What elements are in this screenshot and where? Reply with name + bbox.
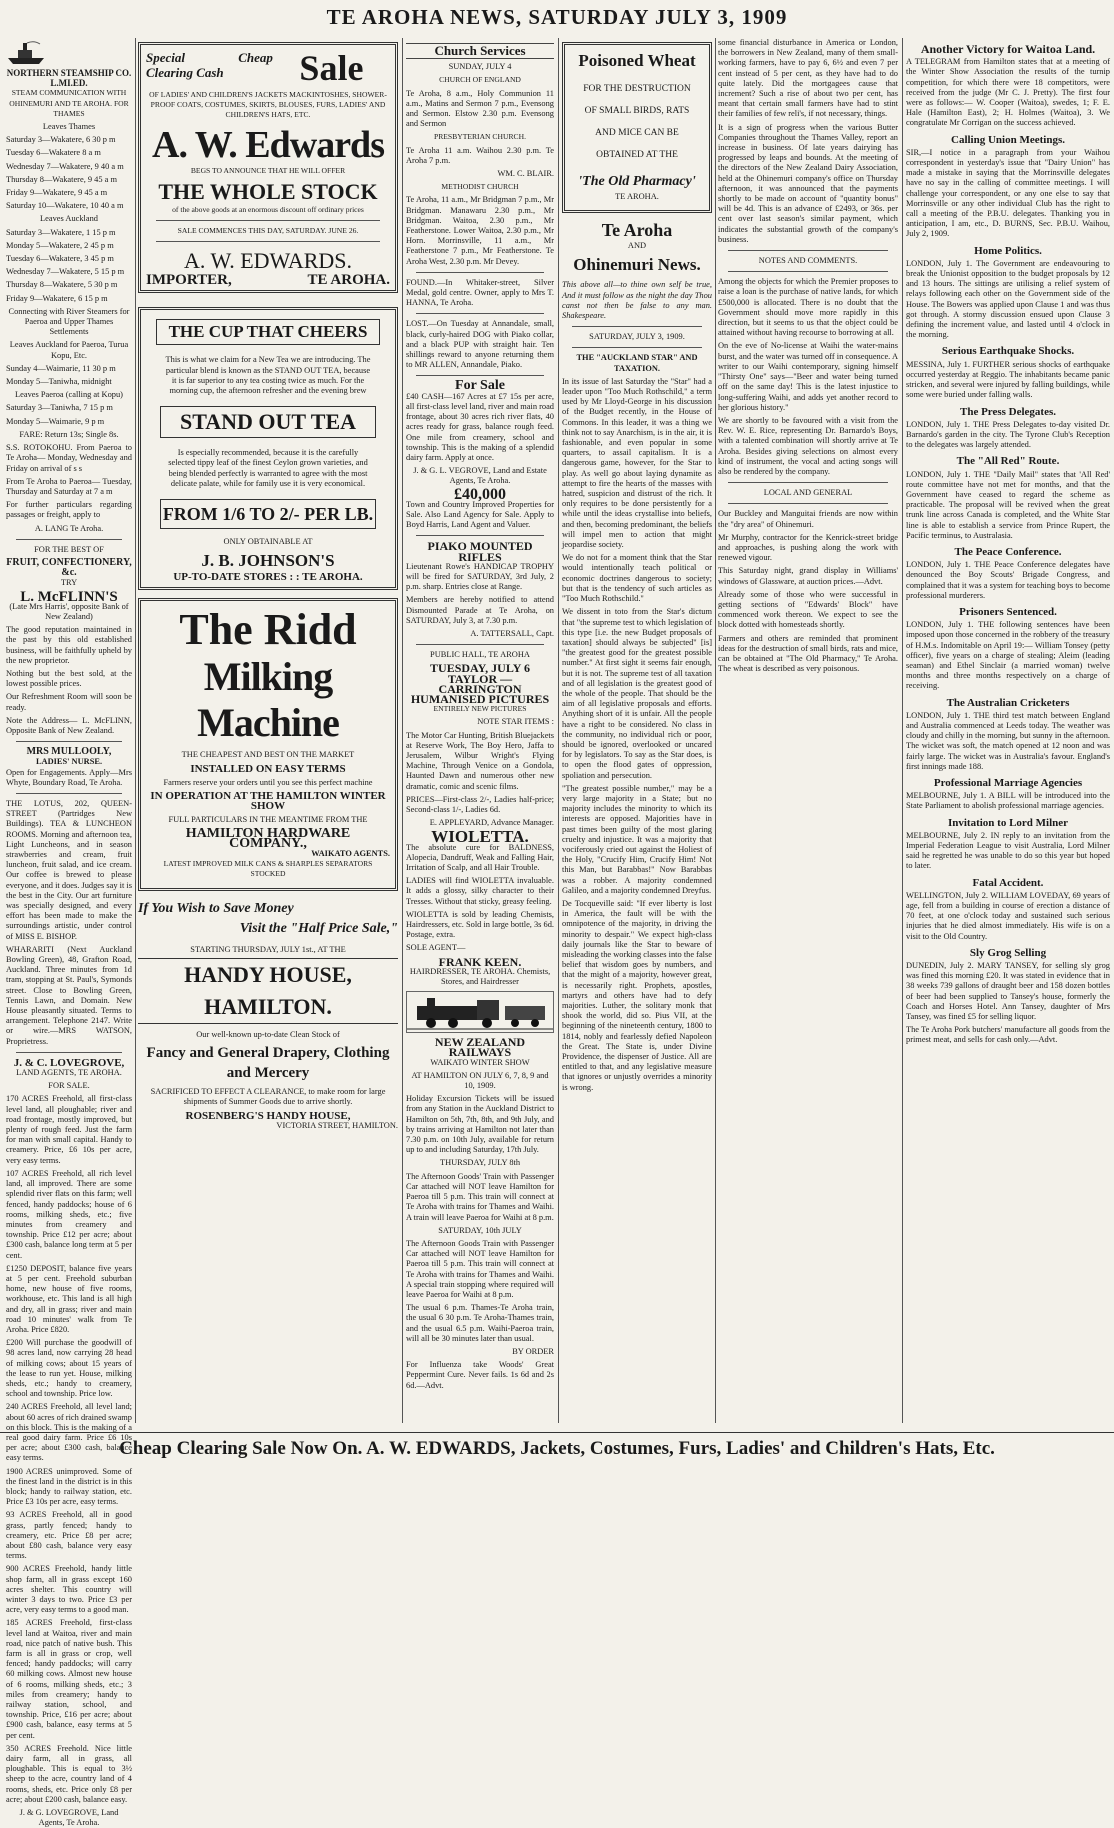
mcflinn-p4: Note the Address— L. McFLINN, Opposite Bank of New Zealand. xyxy=(6,715,132,735)
waikato-agents: WAIKATO AGENTS. xyxy=(311,849,390,859)
connect-note: Connecting with River Steamers for Paeroa and Upper Thames Settlements xyxy=(8,306,130,337)
timetable-row: Monday 5—Wakatere, 2 45 p m xyxy=(6,240,114,250)
leader-body xyxy=(562,377,712,1093)
standout-text: Is especially recommended, because it is the carefully selected tippy leaf of the finest Ceylon grown varieties, and being blended perfectly is warranted to agree with the most delicate palate, while for family use it is very economical. xyxy=(168,448,368,488)
prisoners-text: LONDON, July 1. THE following sentences have been imposed upon those concerned in the robbery of the treasury of H.M.s. Indomitable on April 19:— William Tonsey (petty officer), five years on a charge of stealing; Aleim (leading seaman) and Ethel Sinclair (a married woman) twelve months and three months respectively on a charge of receiving. xyxy=(906,620,1110,691)
hall-films: The Motor Car Hunting, British Bluejackets at Reserve Work, The Boy Hero, Jaffa to Jerusalem, Wilbur Wright's Flying Machine, Through Venice on a Gondola, Haunted Dawn and numerous other new dramatic, comic and scenic films. xyxy=(406,730,554,791)
notes-body xyxy=(718,277,898,477)
cricket-title: The Australian Cricketers xyxy=(946,696,1070,709)
ridd-title: The Ridd xyxy=(179,605,357,655)
grog-text: DUNEDIN, July 2. MARY TANSEY, for selling sly grog was fined this morning £20. It was stated in evidence that in 38 weeks 739 gallons of draught beer and 158 dozen bottles of beer had been supplied to Tansey's house, formerly the Coach and Horses Hotel. Ann Tansey, daughter of Mrs Tansey, was fined £5 for selling liquor. xyxy=(906,961,1110,1022)
save-money: If You Wish to Save Money xyxy=(138,900,294,916)
column-2 xyxy=(138,38,398,1423)
wioletta-p1: The absolute cure for BALDNESS, Alopecia, Dandruff, Weak and Falling Hair, Irritation of Scalp, and all Hair Trouble. xyxy=(406,842,554,873)
timetable-row: Tuesday 6—Wakatere, 3 45 p m xyxy=(6,254,114,264)
for-sale-title: For Sale xyxy=(455,378,505,394)
fatal-text: WELLINGTON, July 2. WILLIAM LOVEDAY, 69 years of age, fell from a building in course of erection a distance of 70 feet, at one o'clock today and sustained such serious injuries that he died almost immediately. His wife is on a visit to the Old Country. xyxy=(906,890,1110,941)
mcflinn-p3: Our Refreshment Room will soon be ready. xyxy=(6,692,132,712)
land-lot: 1900 ACRES unimproved. Some of the finest land in the district is in this block; handy to railway station, etc. Price £3 10s per acre, easy terms. xyxy=(6,1466,132,1507)
sale-word: Sale xyxy=(299,48,364,88)
thursday: THURSDAY, JULY 8th xyxy=(439,1158,521,1168)
local-paragraph: Farmers and others are reminded that prominent ideas for the destruction of small birds, rats and mice, can be obtained at "The Old Pharmacy," Te Aroha. The wheat is described as very poisonous. xyxy=(718,633,898,674)
mullooly-text: Open for Engagements. Apply—Mrs Whyte, Boundary Road, Te Aroha. xyxy=(6,767,132,787)
presbyterian-sign: WM. C. BLAIR. xyxy=(497,169,554,179)
steamship-subtitle: STEAM COMMUNICATION WITH OHINEMURI AND TE AROHA. FOR THAMES xyxy=(9,88,129,118)
steamship-title: NORTHERN STEAMSHIP CO. L.MI.ED. xyxy=(6,68,132,89)
rosenberg-ad xyxy=(138,899,398,1131)
wioletta-title: WIOLETTA. xyxy=(431,827,529,847)
lost-notice: LOST.—On Tuesday at Annandale, small, black, curly-haired DOG with Piako collar, and a black PUP with straight hair. Ten shillings reward to anyone returning them to MR ALLEN, Annandale, Piako. xyxy=(406,319,554,370)
column-rule xyxy=(558,38,559,1423)
column-5 xyxy=(718,38,898,1423)
milner-text: MELBOURNE, July 2. IN reply to an invitation from the Imperial Federation League to visit Australia, Lord Milner said he regretted he was unable to do so this year but hoped to later. xyxy=(906,830,1110,871)
leaves-paeroa: Leaves Paeroa (calling at Kopu) xyxy=(15,390,123,400)
hall-sign: E. APPLEYARD, Advance Manager. xyxy=(429,818,554,828)
mcflinn-p1: The good reputation maintained in the past by this old established business, will be faithfully upheld by the new proprietor. xyxy=(6,625,132,665)
paper-title-2: Ohinemuri News. xyxy=(573,255,701,275)
cup-title: THE CUP THAT CHEERS xyxy=(156,319,380,345)
church-england: CHURCH OF ENGLAND xyxy=(439,75,521,85)
allred-text: LONDON, July 1. THE "Daily Mail" states that 'All Red' route committee have not met for months, and that the Government have ceased to regard the scheme as practicable. The proposal will be revived when the great trunk line across Canada is completed, and the White Star line is able to establish a service from Prince Rupert, the Pacific terminus, to Australasia. xyxy=(906,469,1110,540)
church-title: Church Services xyxy=(406,43,554,59)
timetable-row: Wednesday 7—Wakatere, 9 40 a m xyxy=(6,161,124,171)
timetable-row: Friday 9—Wakatere, 6 15 p m xyxy=(6,293,108,303)
lotus-ad: THE LOTUS, 202, QUEEN-STREET (Partridges New Buildings). TEA & LUNCHEON ROOMS. Morning and afternoon tea, Light Luncheons, and in season strawberries and cream, fruit luncheon, fruit salad, and ice cream. Our coffee is brewed to please everyone, and it does. Judges say it is the best in the City. Our art furniture was specially designed, and every effort has been made to make the surroundings artistic, under control of MISS E. BISHOP. xyxy=(6,798,132,941)
rifles-text-2: Members are hereby notified to attend Dismounted Parade at Te Aroha, on SATURDAY, July 3, at 7.30 p.m. xyxy=(406,595,554,625)
agent: A. LANG Te Aroha. xyxy=(34,523,104,533)
cricket-text: LONDON, July 1. THE third test match between England and Australia commenced at Leeds today. The weather was cloudy and chilly in the morning, but sunny in the afternoon. The wicket was soft, the match opened at 12 noon and was fairly large. The wicket was in Australia's favour. England's first innings made 188. xyxy=(906,710,1110,771)
tea-ad xyxy=(138,307,398,590)
railways: NEW ZEALAND RAILWAYS xyxy=(434,1035,526,1060)
land-lot: 93 ACRES Freehold, all in good grass, partly fenced; handy to creamery, etc. Price £8 per acre; about £80 cash, balance very easy terms. xyxy=(6,1510,132,1561)
frank-keen: FRANK KEEN. xyxy=(438,954,522,969)
ridd-p2: INSTALLED ON EASY TERMS xyxy=(190,762,346,775)
local-body xyxy=(718,509,898,674)
handy-house: HANDY HOUSE, HAMILTON. xyxy=(138,958,398,1024)
hall-date: TUESDAY, JULY 6 xyxy=(430,661,530,676)
rifles-title: PIAKO MOUNTED RIFLES xyxy=(427,539,533,564)
prisoners-title: Prisoners Sentenced. xyxy=(959,605,1057,618)
timetable-row: Friday 9—Wakatere, 9 45 a m xyxy=(6,188,108,198)
pharmacy-sub: TE AROHA. xyxy=(615,192,659,201)
marriage-title: Professional Marriage Agencies xyxy=(933,777,1083,789)
sole-agent: SOLE AGENT— xyxy=(406,943,466,953)
lovegrove-sub: LAND AGENTS, TE AROHA. xyxy=(16,1068,122,1078)
peace-text: LONDON, July 1. THE Peace Conference delegates have denounced the Boy Scouts' Brigade Congress, and complained that it was a system for teaching boys to become professional murderers. xyxy=(906,560,1110,600)
masthead: TE AROHA NEWS, SATURDAY JULY 3, 1909 xyxy=(326,5,788,29)
finance-text: some financial disturbance in America or London, the borrowers in New Zealand, many of them small-working farmers, have to pay 6, 6½ and even 7 per cent instead of 5 per cent, as they have had to do quite lately. Did the mortgagees cause that increment? Such a rise of about two per cent, has meant that certain small farmers have had to stint their families of few reli's, if not necessary, things. xyxy=(718,38,898,119)
whole-stock: THE WHOLE STOCK xyxy=(158,178,378,204)
reduction: of the above goods at an enormous discount off ordinary prices xyxy=(172,204,364,214)
forty-thousand: £40,000 xyxy=(454,485,506,503)
paeroa2-timetable xyxy=(6,403,132,426)
fancy-drapery: Fancy and General Drapery, Clothing and Mercery xyxy=(146,1045,390,1082)
timetable-row: Monday 5—Taniwha, midnight xyxy=(6,377,112,387)
local-title: LOCAL AND GENERAL xyxy=(763,488,853,498)
ridd-p1: THE CHEAPEST AND BEST ON THE MARKET xyxy=(181,750,355,760)
starting: STARTING THURSDAY, JULY 1st., AT THE xyxy=(190,944,346,954)
rotokohu-return: From Te Aroha to Paeroa— Tuesday, Thursday and Saturday at 7 a m xyxy=(6,476,132,496)
vegrove: J. & G. L. VEGROVE, Land and Estate Agents, Te Aroha. xyxy=(413,466,547,486)
rotokohu: S.S. ROTOKOHU. From Paeroa to Te Aroha— Monday, Wednesday and Friday on arrival of s s xyxy=(6,443,132,473)
poison-text: FOR THE DESTRUCTION OF SMALL BIRDS, RATS AND MICE CAN BE OBTAINED AT THE xyxy=(583,84,691,160)
paper-and: AND xyxy=(627,241,647,251)
lovegrove-title: J. & C. LOVEGROVE, xyxy=(13,1056,125,1069)
keen-sub: HAIRDRESSER, TE AROHA. Chemists, Stores, and Hairdresser xyxy=(409,966,551,987)
taylor-carrington: TAYLOR — CARRINGTON xyxy=(438,671,522,696)
saturday-text: The Afternoon Goods Train with Passenger Car attached will NOT leave Hamilton for Paeroa till 5 p.m. This train will connect at Te Aroha with trains for Thames and Waihi. A special train stopping where required will leave Paeroa for Waihi at 8 p.m. xyxy=(406,1238,554,1299)
leader-paragraph: De Tocqueville said: "If ever liberty is lost in America, the fault will be with the omnipotence of the majority, in driving the minority to despair." We expect high-class daily journals like the Star to beware of misleading the working classes into the false belief that wisdom goes by numbers, and that the might of a majority, however great, is necessarily right. Prophets, apostles, martyrs and others have had to defy majorities. Luther, the solitary monk that shook the world, did so. Pius VII, at the beginning of the nineteenth century, 1800 to 1814, nobly and fearlessly defied Napoleon the Great. The State is, under Divine Providence, the dispenser of Justice. All are entitled to that, and any legislative measure that ignores or unjustly overrides a minority is wrong. xyxy=(562,898,712,1092)
edwards-sale-ad xyxy=(138,42,398,293)
presbyterian-times: Te Aroha 11 a.m. Waihou 2.30 p.m. Te Aroha 7 p.m. xyxy=(406,145,554,165)
by-order: BY ORDER xyxy=(512,1346,554,1356)
humanised: HUMANISED PICTURES xyxy=(410,691,550,706)
timetable-row: Tuesday 6—Wakatere 8 a m xyxy=(6,148,101,158)
johnson: J. B. JOHNSON'S xyxy=(201,551,335,571)
lovegrove-sign: J. & G. LOVEGROVE, Land Agents, Te Aroha. xyxy=(19,1808,119,1828)
column-rule xyxy=(135,38,136,1423)
home-title: Home Politics. xyxy=(974,244,1042,257)
home-text: LONDON, July 1. The Government are endeavouring to break the Unionist opposition to the budget proposals by 12 and 13 hours. The sittings are utilising a relief system of relays following each other on the Government side of the House. The Bowers was applied upon Clause 1 and was thus got through. A stormy discussion ensued upon Clause 3 defining the increment value, and lasted until 4 o'clock in the morning. xyxy=(906,258,1110,340)
hardware: HAMILTON HARDWARE COMPANY., xyxy=(185,825,351,851)
edwards-name: A. W. Edwards xyxy=(152,123,384,166)
saturday-text-2: The usual 6 p.m. Thames-Te Aroha train, the usual 6 30 p.m. Te Aroha-Thames train, and the usual 6.5 p.m. Waihi-Paeroa train, will all be 30 minutes later than usual. xyxy=(406,1303,554,1343)
issue-date: SATURDAY, JULY 3, 1909. xyxy=(589,332,685,342)
victoria-street: VICTORIA STREET, HAMILTON. xyxy=(276,1120,398,1130)
note-paragraph: We are shortly to be favoured with a visit from the Rev. W. E. Rice, representing Dr. Barnardo's Boys, with a talented combination will shortly arrive at Te Aroha. Besides giving selections on almost every kind of instrument, the vocal and acting songs will also be rendered by the company. xyxy=(718,415,898,476)
mcflinn-title: L. McFLINN'S xyxy=(20,588,118,605)
timetable-row: Monday 5—Waimarie, 9 p m xyxy=(6,416,105,426)
victory-text: A TELEGRAM from Hamilton states that at a meeting of the Winter Show Association the results of the turnip competition, for which there were 18 competitors, were received from the judge (Mr C. J. Pretty). The first four were as follows:— W. Cooper (Waitoa), swedes, 1; F. E. Hale (Hamilton East), 2; H. Holmes (Waitoa), 3. We congratulate Mr Corrigan on the success achieved. xyxy=(906,57,1110,128)
standout-title: STAND OUT TEA xyxy=(160,406,376,438)
local-paragraph: This Saturday night, grand display in Williams' windows of Glassware, at auction prices.—Advt. xyxy=(718,566,898,586)
ridd-ad xyxy=(138,598,398,890)
dairy-text: It is a sign of progress when the various Butter Companies throughout the Thames Valley, report an increase in business. Of late years dairying has progressed by leaps and bounds. At the meeting of the directors of the New Zealand Dairy Association, held at the Ohinemuri company's office on Thursday afternoon, it was announced that the payments shortly to be made on account of "quantity bonus" will be 4d. This is an advance of £2493, or 36s. per cent over last season's similar payment, which indicates the substantial growth of the company's business. xyxy=(718,122,898,244)
winter-show: WAIKATO WINTER SHOW xyxy=(430,1057,530,1067)
found-notice: FOUND.—In Whitaker-street, Silver Medal, gold centre. Owner, apply to Mrs T. HANNA, Te Aroha. xyxy=(406,277,554,308)
earthquake-text: MESSINA, July 1. FURTHER serious shocks of earthquake occurred yesterday at Reggio. The inhabitants became panic stricken, and several were injured by falling buildings, while some were buried under falling walls. xyxy=(906,359,1110,400)
union-text: SIR,—I notice in a paragraph from your Waihou correspondent in yesterday's issue that "Dairy Union" has made a mistake in saying that the Morrinsville delegates have no say in the calling of committee meetings. I will challenge your correspondent, or any one else to say that Morrinsville or any other individual Club has the right to call a meeting of the P.B.U. delegates. Thanking you in anticipation, I am, etc., D. BURNS, Sec. P.B.U. Waihou, July 2, 1909. xyxy=(906,147,1110,239)
commences: SALE COMMENCES THIS DAY, SATURDAY. JUNE 26. xyxy=(177,226,359,236)
timetable-row: Saturday 3—Wakatere, 6 30 p m xyxy=(6,135,116,145)
special-cheap: Special Cheap Clearing Cash xyxy=(146,50,273,80)
butchers-text: The Te Aroha Pork butchers' manufacture all goods from the primest meat, and sells for cash only.—Advt. xyxy=(906,1025,1110,1045)
hall-prices: PRICES—First-class 2/-, Ladies half-price; Second-class 1/-, Ladies 6d. xyxy=(406,794,554,814)
forty-text: Town and Country Improved Properties for Sale. Also Land Agency for Sale. Apply to Boyd Harris, Land Agent and Valuer. xyxy=(406,499,554,530)
column-rule xyxy=(902,38,903,1423)
fruit-intro: FOR THE BEST OF xyxy=(34,544,104,554)
leader-title: THE "AUCKLAND STAR" AND TAXATION. xyxy=(576,353,698,373)
land-lot: 240 ACRES Freehold, all level land; about 60 acres of rich drained swamp on this block. This is the making of a real good dairy farm. Price £6 10s per acre; about £300 cash, balance easy terms. xyxy=(6,1402,132,1463)
stock: Our well-known up-to-date Clean Stock of xyxy=(196,1029,340,1039)
saturday: SATURDAY, 10th JULY xyxy=(438,1225,522,1235)
land-lot: 107 ACRES Freehold, all rich level land, all improved. There are some splendid river flats on this farm; well fenced, handy paddocks; house of 6 rooms, milking sheds, etc.; five minutes from creamery and township. Price £12 per acre; about £300 cash, balance long term at 5 per cent. xyxy=(6,1168,132,1260)
winter-text: Holiday Excursion Tickets will be issued from any Station in the Auckland District to Hamilton on 5th, 7th, 8th, and 9th July, and by trains arriving at Hamilton not later than 7.30 p.m. on 10th July, available for return up to and including Saturday, 17th July. xyxy=(406,1094,554,1155)
paper-title: Te Aroha xyxy=(601,220,673,241)
sacrificed: SACRIFICED TO EFFECT A CLEARANCE, to make room for large shipments of Summer Goods due to arrive shortly. xyxy=(150,1087,386,1107)
timetable-row: Thursday 8—Wakatere, 9 45 a m xyxy=(6,174,117,184)
timetable-row: Sunday 4—Waimarie, 11 30 p m xyxy=(6,363,116,373)
fatal-title: Fatal Accident. xyxy=(972,876,1044,889)
local-paragraph: Already some of those who were successful in getting sections of "Edwards' Block" have commenced work thereon. We expect to see the block dotted with homesteads shortly. xyxy=(718,589,898,630)
fruit-title: FRUIT, CONFECTIONERY, &c. xyxy=(6,556,132,579)
try: TRY xyxy=(60,578,78,588)
land-lot: 350 ACRES Freehold. Nice little dairy farm, all in grass, all ploughable. This is equal to 3½ sheep to the acre, country land of 4 rooms, sheds, etc. Price only £8 per acre; about £200 cash, balance easy. xyxy=(6,1743,132,1804)
edwards-name-2: A. W. EDWARDS. xyxy=(183,248,353,274)
hall-title: PUBLIC HALL, TE AROHA xyxy=(430,650,530,660)
peace-title: The Peace Conference. xyxy=(954,545,1062,558)
poison-title: Poisoned Wheat xyxy=(578,51,696,70)
leader-paragraph: We do not for a moment think that the Star would intentionally teach political or economic doctrines dangerous to society; but that is the tendency of such articles as "Too Much Rothschild." xyxy=(562,553,712,604)
land-lot: 170 ACRES Freehold, all first-class level land, all ploughable; river and road frontage, mostly improved, but plenty of rough feed. Just the farm for man with small capital. Handy to creamery. Price, £6 10s per acre, very easy terms. xyxy=(6,1094,132,1165)
ridd-p4: IN OPERATION AT THE HAMILTON WINTER SHOW xyxy=(150,790,386,813)
for-sale-text: £40 CASH—167 Acres at £7 15s per acre, all first-class level land, river and main road frontage, about 30 acres rich river flats, 40 acres ready for grass, balance rough feed. One mile from creamery, school and township. This is the making of a splendid dairy farm. Apply at once. xyxy=(406,391,554,462)
visit-sale: Visit the "Half Price Sale," xyxy=(239,920,398,936)
timetable-row: Saturday 3—Wakatere, 1 15 p m xyxy=(6,227,116,237)
land-lot: 900 ACRES Freehold, handy little shop farm, all in grass except 160 acres shelter. This country will winter 3 days to two. Price £3 per acre, very easy terms to a good man. xyxy=(6,1564,132,1615)
mullooly-title: MRS MULLOOLY, xyxy=(26,746,112,758)
rosenberg: ROSENBERG'S HANDY HOUSE, xyxy=(185,1109,351,1122)
entirely-new: ENTIRELY NEW PICTURES xyxy=(433,704,527,714)
union-title: Calling Union Meetings. xyxy=(951,133,1065,146)
mcflinn-sub: (Late Mrs Harris', opposite Bank of New Zealand) xyxy=(9,601,129,621)
influenza: For Influenza take Woods' Great Peppermint Cure. Never fails. 1s 6d and 2s 6d.—Advt. xyxy=(406,1360,554,1390)
note-paragraph: Among the objects for which the Premier proposes to raise a loan is the purchase of native lands, for which £500,000 is allocated. There is no doubt that the Government should move more rapidly in this direction, but it seems to us that the object could be attained without having recourse to borrowing at all. xyxy=(718,277,898,338)
auckland-timetable xyxy=(6,228,132,304)
land-lot: £200 Will purchase the goodwill of 98 acres land, now carrying 28 head of milking cows; about 15 years of the lease to run yet. House, milking sheds, etc.; handy to creamery, school and township. Price low. xyxy=(6,1338,132,1399)
land-lot: £1250 DEPOSIT, balance five years at 5 per cent. Freehold suburban home, new house of five rooms, workhouse, etc. This land is all high and dry, all in grass; river and main road 10 minutes' walk from Te Aroha. Price £820. xyxy=(6,1263,132,1334)
press-text: LONDON, July 1. THE Press Delegates to-day visited Dr. Barnardo's garden in the city. The Tyrone Club's Reception to the delegates was largely attended. xyxy=(906,419,1110,450)
column-4 xyxy=(562,38,712,1423)
column-3 xyxy=(406,38,554,1423)
column-rule xyxy=(402,38,403,1423)
poison-ad xyxy=(562,42,712,213)
leader-paragraph: We dissent in toto from the Star's dictum that "the supreme test to which legislation of this type [i.e. the new Budget proposals of taxation] should always be subjected" [is] "the greatest good for the greatest possible number." At first sight it seems fair enough, but it is not. The supreme test of all taxation and of all legislation is the greatest good of the whole of the people. That should be the aim of all legislative proposals and efforts. Anything short of it is unfair. All the people have a right to be considered. No class in the community, no individual rich or poor, should be ignored, overlooked or uncared for by legislators. To say as the Star does, is to open the flood gates of oppression, spoliation and persecution. xyxy=(562,607,712,780)
paeroa-heading: Leaves Auckland for Paeroa, Turua Kopu, Etc. xyxy=(9,340,129,360)
timetable-row: Thursday 8—Wakatere, 5 30 p m xyxy=(6,280,118,290)
ridd-p3: Farmers reserve your orders until you see this perfect machine xyxy=(163,777,373,787)
notes-title: NOTES AND COMMENTS. xyxy=(758,256,858,266)
land-lot: 185 ACRES Freehold, first-class level land at Waitoa, river and main road, nice patch of native bush. This farm is all in grass or crop, well fenced; handy paddocks; will carry 60 milking cows. Almost new house of 6 rooms, milking sheds, etc.; 3 miles from creamery; handy to railway station, school, and township. Price, £16 per acre; about £900 cash, balance, easy terms at 5 per cent. xyxy=(6,1618,132,1740)
paeroa-timetable xyxy=(6,364,132,387)
star-items: NOTE STAR ITEMS : xyxy=(477,717,554,727)
for-sale: FOR SALE. xyxy=(48,1081,90,1091)
victory-title: Another Victory for Waitoa Land. xyxy=(920,42,1096,56)
leader-paragraph: In its issue of last Saturday the "Star" had a leader upon "Too Much Rothschild," a term used by Mr Lloyd-George in his discussion of the Budget recently, in the House of Commons. In this leader, it was a thing we think not to say Anarchism, is in the air, it is fashionable, and even popular in some quarters, to assail capitalism. It is a dangerous game, however, for the Star to play. As well go about laying dynamite as attempt to fire the hearts of the masses with hatred, suspicion and distrust of the rich. It only requires to be done persistently for a while until the ideas crystallise into beliefs, and then, becoming predominant, the beliefs will impel men to action that might jeopardise society. xyxy=(562,376,712,550)
column-rule xyxy=(715,38,716,1423)
particulars: For further particulars regarding passages or freight, apply to xyxy=(6,500,132,520)
church-date: SUNDAY, JULY 4 xyxy=(448,62,512,72)
importer: IMPORTER, xyxy=(146,272,232,289)
note-paragraph: On the eve of No-license at Waihi the water-mains burst, and the water was turned off in consequence. A writer to our Waihi contemporary, signing himself "Thirsty One" says—"Beer and water being turned off on the same day! This is the latest injustice to long-suffering Waihi, and adds yet another record to her glorious history." xyxy=(718,341,898,412)
sale-desc: OF LADIES' AND CHILDREN'S JACKETS MACKINTOSHES, SHOWER-PROOF COATS, COSTUMES, SKIRTS, BLOUSES, FURS, LADIES' AND CHILDREN'S HATS, ETC. xyxy=(149,90,387,120)
wharariti-ad: WHARARITI (Next Auckland Bowling Green), 48, Grafton Road, Auckland. Three minutes from 1d tram, stopping at St. Paul's, Symonds street. Close to Bowling Green, Tennis Lawn, and Domain. New House pleasantly situated. Terms to arrangement. Telephone 2147. Write or wire.—MRS WATSON, Proprietress. xyxy=(6,944,132,1046)
milner-title: Invitation to Lord Milner xyxy=(947,816,1069,829)
fare: FARE: Return 13s; Single 8s. xyxy=(19,429,119,439)
begs: BEGS TO ANNOUNCE THAT HE WILL OFFER xyxy=(190,165,346,175)
timetable-row: Wednesday 7—Wakatere, 5 15 p m xyxy=(6,267,125,277)
cup-text: This is what we claim for a New Tea we are introducing. The particular blend is known as the STAND OUT TEA, because it is far superior to any tea costing twice as much. For the morning cup, the afternoon refresher and the evening brew xyxy=(165,355,371,396)
tea-price: FROM 1/6 TO 2/- PER LB. xyxy=(160,499,376,529)
allred-title: The "All Red" Route. xyxy=(956,455,1060,468)
train-icon xyxy=(406,991,554,1033)
marriage-text: MELBOURNE, July 1. A BILL will be introduced into the State Parliament to abolish professional marriage agencies. xyxy=(906,791,1110,811)
timetable-row: Saturday 3—Taniwha, 7 15 p m xyxy=(6,403,113,413)
latest: LATEST IMPROVED MILK CANS & SHARPLES SEPARATORS STOCKED xyxy=(163,859,373,879)
mcflinn-p2: Nothing but the best sold, at the lowest possible prices. xyxy=(6,668,132,689)
ridd-title-2: Milking Machine xyxy=(197,654,339,746)
thursday-text: The Afternoon Goods' Train with Passenger Car attached will NOT leave Hamilton for Paeroa till 5 p.m. This train will connect at Te Aroha with trains for Thames and Waihi. A train will leave Paeroa for Waihi at 8 p.m. xyxy=(406,1171,554,1222)
wioletta-p2: LADIES will find WIOLETTA invaluable. It adds a glossy, silky character to their Tresses. Without that sticky, greasy feeling. xyxy=(406,876,554,906)
church-times: Te Aroha, 8 a.m., Holy Communion 11 a.m., Matins and Sermon 7 p.m., Evensong and Sermon. Elstow 2.30 p.m. Evensong and Sermon xyxy=(406,88,554,129)
timetable-row: Saturday 10—Wakatere, 10 40 a m xyxy=(6,201,124,211)
local-paragraph: Our Buckley and Manguitai friends are now within the "dry area" of Ohinemuri. xyxy=(718,509,898,529)
press-title: The Press Delegates. xyxy=(959,405,1057,418)
ridd-p5: FULL PARTICULARS IN THE MEANTIME FROM THE xyxy=(168,815,368,825)
methodist-times: Te Aroha, 11 a.m., Mr Bridgman 7 p.m., Mr Bridgman. Manawaru 2.30 p.m., Mr Bridgman. Waitoa, 2.30 p.m., Mr Featherstone. Lower Waitoa, 2.30 p.m., Mr Horn. Morrinsville, 11 a.m., Mr Featherstone 7 p.m., Mr Featherstone. Te Aroha West, 2.30 p.m. Mr Devey. xyxy=(406,195,554,266)
uptodate: UP-TO-DATE STORES : : TE AROHA. xyxy=(173,571,363,584)
earthquake-title: Serious Earthquake Shocks. xyxy=(941,345,1075,358)
local-paragraph: Mr Murphy, contractor for the Kenrick-street bridge and approaches, is pushing along the work with renewed vigour. xyxy=(718,532,898,563)
steamship-icon xyxy=(6,40,132,66)
te-aroha: TE AROHA. xyxy=(307,272,390,289)
column-6 xyxy=(906,38,1110,1423)
mullooly-sub: LADIES' NURSE. xyxy=(35,757,103,767)
thames-timetable xyxy=(6,135,132,211)
grog-title: Sly Grog Selling xyxy=(969,946,1047,959)
pharmacy: 'The Old Pharmacy' xyxy=(578,174,696,189)
presbyterian: PRESBYTERIAN CHURCH. xyxy=(434,132,526,142)
column-1 xyxy=(6,38,132,1828)
auckland-heading: Leaves Auckland xyxy=(40,214,98,224)
motto: This above all—to thine own self be true, And it must follow as the night the day Thou canst not then be false to any man. Shakespeare. xyxy=(562,280,712,321)
winter-date: AT HAMILTON ON JULY 6, 7, 8, 9 and 10, 1909. xyxy=(411,1070,549,1091)
methodist: METHODIST CHURCH xyxy=(441,182,519,192)
footer-banner: Cheap Clearing Sale Now On. A. W. EDWARDS, Jackets, Costumes, Furs, Ladies' and Children's Hats, Etc. xyxy=(0,1432,1114,1465)
rifles-sign: A. TATTERSALL, Capt. xyxy=(470,628,554,638)
only-at: ONLY OBTAINABLE AT xyxy=(223,537,313,547)
rifles-text: Lieutenant Rowe's HANDICAP TROPHY will be fired for SATURDAY, 3rd July, 2 p.m. sharp. Entries close at Range. xyxy=(406,561,554,592)
thames-heading: Leaves Thames xyxy=(42,122,96,132)
leader-paragraph: "The greatest possible number," may be a very large majority in a State; but no majority includes the minority to which its interests are opposed. Majorities have in past times been guilty of the most glaring cruelty and injustice. It was a majority that vociferously cried out against the Holiest of the Holy, "Crucify Him, Crucify Him! Not this Man, but Barabbas!" Now Barabbas was a robber. A majority condemned Galileo, and a majority condemned Dreyfus. xyxy=(562,783,712,895)
wioletta-p3: WIOLETTA is sold by leading Chemists, Hairdressers, etc. Sold in large bottle, 3s 6d. Postage, extra. xyxy=(406,909,555,940)
